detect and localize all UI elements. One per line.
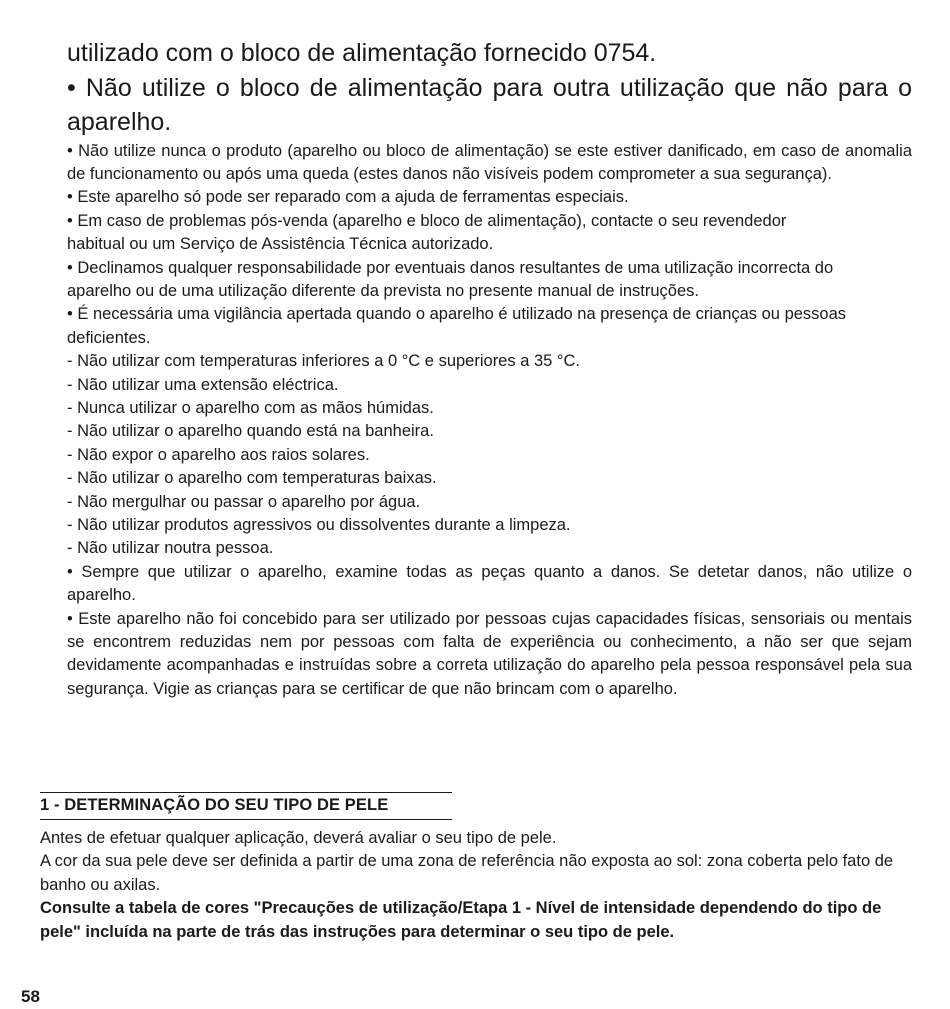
paragraph: • Este aparelho só pode ser reparado com a ajuda de ferramentas especiais.: [67, 188, 629, 207]
dash-item: - Não utilizar produtos agressivos ou dissolventes durante a limpeza.: [67, 516, 571, 534]
dash-item: - Não mergulhar ou passar o aparelho por água.: [67, 492, 421, 511]
page-number: 58: [21, 987, 40, 1006]
paragraph: • Em caso de problemas pós-venda (aparelho e bloco de alimentação), contacte o seu revendedor habitual ou um Serviço de Assistência Técnica autorizado.: [67, 211, 787, 254]
section-line: A cor da sua pele deve ser definida a partir de uma zona de referência não exposta ao sol: zona coberta pelo fato de banho ou axilas.: [40, 852, 894, 894]
section-line: Antes de efetuar qualquer aplicação, deverá avaliar o seu tipo de pele.: [40, 829, 557, 847]
paragraph: • É necessária uma vigilância apertada quando o aparelho é utilizado na presença de crianças ou pessoas deficientes.: [67, 305, 847, 347]
paragraph: • Declinamos qualquer responsabilidade por eventuais danos resultantes de uma utilização incorrecta do aparelho ou de uma utilização diferente da prevista no presente manual de instruções.: [67, 258, 834, 300]
big-bullet: • Não utilize o bloco de alimentação para outra utilização que não para o aparelho.: [67, 73, 912, 136]
dash-item: - Nunca utilizar o aparelho com as mãos húmidas.: [67, 398, 434, 417]
section-bold-note: Consulte a tabela de cores "Precauções de utilização/Etapa 1 - Nível de intensidade dependendo do tipo de pele" incluída na parte de trás das instruções para determinar o seu tipo de pele.: [40, 899, 882, 941]
paragraph: • Não utilize nunca o produto (aparelho ou bloco de alimentação) se este estiver danificado, em caso de anomalia de funcionamento ou após uma queda (estes danos não visíveis podem comprometer a sua segurança).: [67, 141, 912, 183]
section-heading-box: [40, 792, 452, 820]
dash-item: - Não utilizar noutra pessoa.: [67, 539, 274, 558]
section-heading: 1 - DETERMINAÇÃO DO SEU TIPO DE PELE: [40, 796, 389, 814]
paragraph: • Este aparelho não foi concebido para ser utilizado por pessoas cujas capacidades físicas, sensoriais ou mentais se encontrem reduzidas nem por pessoas com falta de experiência ou conhecimento, a não ser que sejam devidamente acompanhadas e instruídas sobre a correta utilização do aparelho pela pessoa responsável pela sua segurança. Vigie as crianças para se certificar de que não brincam com o aparelho.: [67, 609, 912, 698]
dash-item: - Não utilizar uma extensão eléctrica.: [67, 375, 339, 394]
section-body: [40, 827, 912, 944]
dash-item: - Não utilizar o aparelho com temperaturas baixas.: [67, 469, 437, 488]
dash-item: - Não utilizar o aparelho quando está na banheira.: [67, 422, 434, 441]
paragraph: • Sempre que utilizar o aparelho, examine todas as peças quanto a danos. Se detetar danos, não utilize o aparelho.: [67, 562, 912, 605]
safety-instructions: [67, 36, 912, 701]
dash-item: - Não utilizar com temperaturas inferiores a 0 °C e superiores a 35 °C.: [67, 352, 580, 371]
big-line: utilizado com o bloco de alimentação fornecido 0754.: [67, 39, 657, 67]
skin-type-section: [40, 792, 912, 944]
dash-item: - Não expor o aparelho aos raios solares.: [67, 445, 370, 464]
